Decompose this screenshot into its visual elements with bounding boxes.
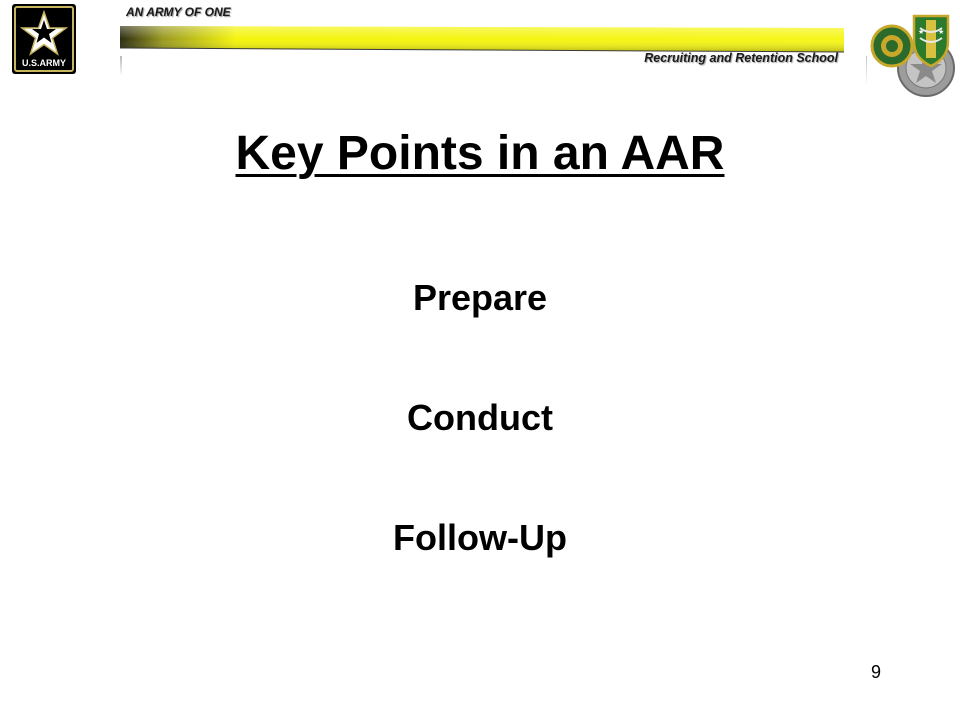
slide-title: Key Points in an AAR bbox=[235, 127, 725, 180]
regimental-insignia-icon bbox=[868, 6, 956, 100]
army-logo-text: U.S.ARMY bbox=[21, 58, 67, 68]
tagline: AN ARMY OF ONE bbox=[126, 5, 231, 19]
key-point-follow-up: Follow-Up bbox=[393, 517, 567, 558]
svg-text:★: ★ bbox=[918, 28, 925, 36]
page-number: 9 bbox=[870, 662, 881, 682]
army-star-icon bbox=[12, 4, 76, 74]
header-divider-left bbox=[120, 56, 122, 76]
key-point-prepare: Prepare bbox=[412, 277, 548, 318]
key-point-conduct: Conduct bbox=[407, 397, 553, 438]
school-name: Recruiting and Retention School bbox=[644, 51, 838, 65]
svg-text:★: ★ bbox=[938, 28, 945, 36]
header-divider-right bbox=[866, 56, 867, 86]
key-points-list bbox=[0, 268, 960, 628]
